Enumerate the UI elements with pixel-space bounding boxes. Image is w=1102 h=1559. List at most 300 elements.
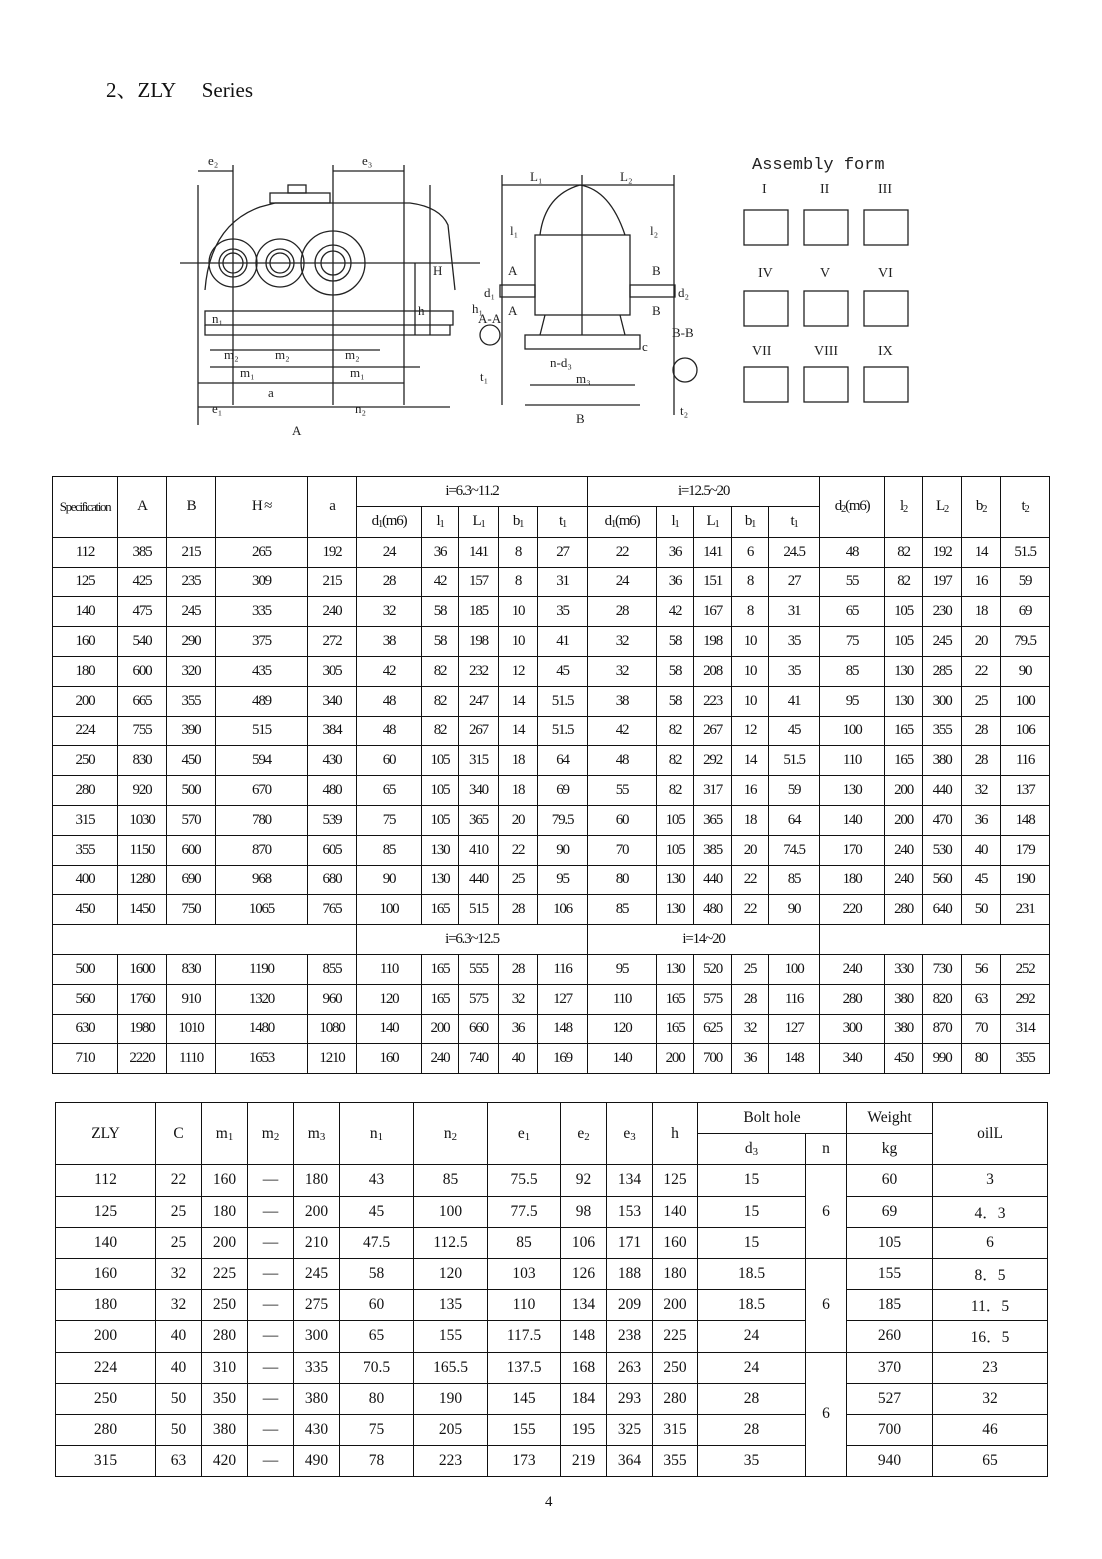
table-cell: 22 <box>962 656 1001 686</box>
table-cell: 25 <box>962 686 1001 716</box>
svg-text:e₃: e₃ <box>362 153 373 168</box>
svg-text:a: a <box>268 385 274 400</box>
table-cell: 594 <box>216 746 308 776</box>
table-row <box>56 1383 1048 1414</box>
table-cell: 25 <box>499 865 538 895</box>
table-cell: 1760 <box>118 984 167 1014</box>
table-cell: 250 <box>202 1290 248 1321</box>
table-cell: 490 <box>294 1446 340 1477</box>
header-oil: oilL <box>933 1103 1048 1165</box>
table-cell: 127 <box>769 1014 820 1044</box>
table-cell: 165.5 <box>414 1352 488 1383</box>
table-cell: 230 <box>923 597 962 627</box>
table-cell: 140 <box>820 805 885 835</box>
table-cell: 127 <box>538 984 588 1014</box>
table-cell: 555 <box>459 954 499 984</box>
table-cell: 80 <box>962 1044 1001 1074</box>
table-cell: — <box>248 1383 294 1414</box>
table-cell: 215 <box>167 537 216 567</box>
header-specification: Specification <box>53 477 118 538</box>
table-cell: 267 <box>694 716 732 746</box>
table-cell: 38 <box>588 686 657 716</box>
svg-text:B-B: B-B <box>672 325 694 340</box>
svg-text:h: h <box>418 303 425 318</box>
table-cell: 134 <box>607 1165 653 1196</box>
bolt-count-cell: 6 <box>806 1258 847 1352</box>
table-cell: 430 <box>308 746 357 776</box>
table-cell: 245 <box>167 597 216 627</box>
table-cell: 1600 <box>118 954 167 984</box>
table-cell: 480 <box>308 776 357 806</box>
table-cell: 28 <box>499 954 538 984</box>
table-cell: 35 <box>769 627 820 657</box>
table-cell: 355 <box>653 1446 698 1477</box>
svg-text:n₂: n₂ <box>355 401 367 416</box>
table-cell: — <box>248 1352 294 1383</box>
header-l1-b: $l_1$ <box>657 506 694 537</box>
table-cell: 40 <box>156 1352 202 1383</box>
table-cell: 32 <box>499 984 538 1014</box>
table-cell: 820 <box>923 984 962 1014</box>
table-cell: 105 <box>847 1227 933 1258</box>
table-cell: 51.5 <box>538 716 588 746</box>
table-cell: 220 <box>820 895 885 925</box>
table-cell: 200 <box>53 686 118 716</box>
table-cell: 165 <box>885 716 923 746</box>
table-cell: 69 <box>1001 597 1050 627</box>
table-cell: 65 <box>820 597 885 627</box>
table-cell: 60 <box>340 1290 414 1321</box>
table-cell: 58 <box>657 656 694 686</box>
table-cell: 15 <box>698 1196 806 1227</box>
table-cell: 920 <box>118 776 167 806</box>
mid-ratio-header-row <box>53 925 1050 955</box>
table-cell: 340 <box>820 1044 885 1074</box>
table-cell: 82 <box>422 686 459 716</box>
table-cell: 280 <box>653 1383 698 1414</box>
header-l1: $l_1$ <box>422 506 459 537</box>
table-cell: 700 <box>847 1414 933 1445</box>
table-cell: 90 <box>1001 656 1050 686</box>
table-cell: 223 <box>414 1446 488 1477</box>
table-cell: 64 <box>538 746 588 776</box>
table-cell: 36 <box>422 537 459 567</box>
table-cell: 200 <box>885 805 923 835</box>
table-row <box>53 537 1050 567</box>
table-cell: 110 <box>588 984 657 1014</box>
table-cell: 50 <box>962 895 1001 925</box>
table-cell: 32 <box>588 627 657 657</box>
table-row <box>56 1196 1048 1227</box>
table-cell: 205 <box>414 1414 488 1445</box>
table-cell: 200 <box>885 776 923 806</box>
table-cell: 539 <box>308 805 357 835</box>
table-row <box>53 656 1050 686</box>
table-cell: 315 <box>56 1446 156 1477</box>
table-cell: 148 <box>561 1321 607 1352</box>
table-cell: 134 <box>561 1290 607 1321</box>
table-cell: 112 <box>53 537 118 567</box>
table-cell: 16 <box>732 776 769 806</box>
table-cell: 200 <box>202 1227 248 1258</box>
table-cell: 106 <box>538 895 588 925</box>
table-cell: 489 <box>216 686 308 716</box>
table-cell: 750 <box>167 895 216 925</box>
table-cell: 240 <box>885 835 923 865</box>
table-cell: 41 <box>538 627 588 657</box>
table-cell: 1320 <box>216 984 308 1014</box>
table1-rows-large <box>53 954 1050 1073</box>
svg-text:n-d₃: n-d₃ <box>550 355 572 370</box>
table-cell: 140 <box>588 1044 657 1074</box>
table-row <box>53 984 1050 1014</box>
table-cell: 36 <box>657 537 694 567</box>
table-cell: 855 <box>308 954 357 984</box>
table-cell: 275 <box>294 1290 340 1321</box>
table-cell: 355 <box>167 686 216 716</box>
table-cell: 75.5 <box>488 1165 561 1196</box>
table-row <box>53 597 1050 627</box>
table-cell: 355 <box>1001 1044 1050 1074</box>
table-cell: 40 <box>962 835 1001 865</box>
table-cell: 14 <box>732 746 769 776</box>
table-cell: 4．3 <box>933 1196 1048 1227</box>
table-cell: 148 <box>769 1044 820 1074</box>
table-cell: 82 <box>422 656 459 686</box>
table-cell: 180 <box>653 1258 698 1289</box>
table-cell: 530 <box>923 835 962 865</box>
table-row <box>53 895 1050 925</box>
bolt-count-cell: 6 <box>806 1352 847 1477</box>
table-cell: 245 <box>294 1258 340 1289</box>
table-cell: 1110 <box>167 1044 216 1074</box>
header-H: H ≈ <box>216 477 308 538</box>
svg-text:m₂: m₂ <box>275 347 290 362</box>
table-cell: 140 <box>357 1014 422 1044</box>
table-cell: 167 <box>694 597 732 627</box>
header-B: B <box>167 477 216 538</box>
table-cell: 1450 <box>118 895 167 925</box>
table-cell: 12 <box>732 716 769 746</box>
table-cell: 43 <box>340 1165 414 1196</box>
table-cell: 63 <box>962 984 1001 1014</box>
table-cell: 660 <box>459 1014 499 1044</box>
table-cell: 160 <box>653 1227 698 1258</box>
table-cell: 280 <box>820 984 885 1014</box>
table-cell: 560 <box>53 984 118 1014</box>
table-cell: 16 <box>962 567 1001 597</box>
table-cell: 38 <box>357 627 422 657</box>
table-cell: 40 <box>499 1044 538 1074</box>
header-c: C <box>156 1103 202 1165</box>
table-cell: 28 <box>962 716 1001 746</box>
svg-text:A: A <box>292 423 302 435</box>
table-cell: 22 <box>588 537 657 567</box>
table-cell: 600 <box>167 835 216 865</box>
table-row <box>53 1014 1050 1044</box>
header-b1: $b_1$ <box>499 506 538 537</box>
table-cell: 231 <box>1001 895 1050 925</box>
table-cell: 223 <box>694 686 732 716</box>
table-cell: 40 <box>156 1321 202 1352</box>
table-cell: 59 <box>769 776 820 806</box>
table-cell: 160 <box>202 1165 248 1196</box>
table-cell: 137.5 <box>488 1352 561 1383</box>
table-cell: 165 <box>422 984 459 1014</box>
table-cell: 184 <box>561 1383 607 1414</box>
table-cell: 82 <box>657 716 694 746</box>
table-cell: 126 <box>561 1258 607 1289</box>
table-cell: 8 <box>499 567 538 597</box>
table-cell: 390 <box>167 716 216 746</box>
table-cell: 79.5 <box>538 805 588 835</box>
table-cell: 48 <box>357 716 422 746</box>
table-cell: 435 <box>216 656 308 686</box>
table-cell: 197 <box>923 567 962 597</box>
table-cell: 320 <box>167 656 216 686</box>
svg-text:n₁: n₁ <box>212 311 224 326</box>
table-cell: 755 <box>118 716 167 746</box>
table-cell: 8 <box>732 597 769 627</box>
table-cell: 380 <box>885 1014 923 1044</box>
table-cell: 968 <box>216 865 308 895</box>
table-cell: 185 <box>459 597 499 627</box>
table-cell: 285 <box>923 656 962 686</box>
dimension-table-main <box>52 476 1050 1074</box>
table-cell: 605 <box>308 835 357 865</box>
table-cell: 42 <box>357 656 422 686</box>
header-d2: $d_2(m6)$ <box>820 477 885 538</box>
table-row <box>53 865 1050 895</box>
table-cell: 140 <box>53 597 118 627</box>
table-cell: 75 <box>820 627 885 657</box>
table-cell: 24 <box>357 537 422 567</box>
table-cell: 232 <box>459 656 499 686</box>
mid-header-blank <box>53 925 357 955</box>
table-cell: 247 <box>459 686 499 716</box>
table-cell: 300 <box>820 1014 885 1044</box>
table-cell: 28 <box>357 567 422 597</box>
table-cell: 315 <box>53 805 118 835</box>
table-cell: 910 <box>167 984 216 1014</box>
header-weight: Weight <box>847 1103 933 1134</box>
table-cell: 35 <box>698 1446 806 1477</box>
table-cell: 51.5 <box>1001 537 1050 567</box>
svg-text:VI: VI <box>878 266 893 281</box>
table-cell: 180 <box>56 1290 156 1321</box>
header-e2: $e_2$ <box>561 1103 607 1165</box>
table-cell: 58 <box>340 1258 414 1289</box>
table-cell: 18 <box>732 805 769 835</box>
table-cell: 82 <box>657 746 694 776</box>
table-cell: 780 <box>216 805 308 835</box>
svg-text:l₂: l₂ <box>650 223 659 238</box>
table-cell: 51.5 <box>538 686 588 716</box>
bolt-count-cell: 6 <box>806 1165 847 1259</box>
table-cell: 18 <box>499 746 538 776</box>
table-cell: 55 <box>820 567 885 597</box>
table-cell: 200 <box>294 1196 340 1227</box>
header-ratio-group-1: i=6.3~11.2 <box>357 477 588 507</box>
table-cell: 70 <box>962 1014 1001 1044</box>
header-m3: $m_3$ <box>294 1103 340 1165</box>
assembly-forms <box>744 156 908 402</box>
table-cell: 32 <box>156 1290 202 1321</box>
table-cell: 79.5 <box>1001 627 1050 657</box>
table-cell: 45 <box>962 865 1001 895</box>
table-cell: 120 <box>588 1014 657 1044</box>
table-cell: 24.5 <box>769 537 820 567</box>
table-cell: 36 <box>499 1014 538 1044</box>
table-cell: 224 <box>53 716 118 746</box>
table-cell: 540 <box>118 627 167 657</box>
table-cell: 1065 <box>216 895 308 925</box>
table-cell: 190 <box>1001 865 1050 895</box>
table-cell: 1010 <box>167 1014 216 1044</box>
table-cell: 245 <box>923 627 962 657</box>
table-cell: 32 <box>933 1383 1048 1414</box>
table-cell: 100 <box>1001 686 1050 716</box>
table-cell: — <box>248 1321 294 1352</box>
dimension-table-secondary <box>55 1102 1048 1477</box>
table-cell: 10 <box>732 656 769 686</box>
table-cell: — <box>248 1196 294 1227</box>
table-row <box>56 1414 1048 1445</box>
svg-text:B: B <box>576 411 585 426</box>
table2-rows <box>56 1165 1048 1477</box>
table-cell: 314 <box>1001 1014 1050 1044</box>
table-cell: 315 <box>653 1414 698 1445</box>
table-cell: 238 <box>607 1321 653 1352</box>
table-cell: 15 <box>698 1165 806 1196</box>
table-cell: 224 <box>56 1352 156 1383</box>
table-cell: 42 <box>657 597 694 627</box>
table-cell: 200 <box>653 1290 698 1321</box>
table-cell: 23 <box>933 1352 1048 1383</box>
table-row <box>53 805 1050 835</box>
header-n1: $n_1$ <box>340 1103 414 1165</box>
table-cell: 250 <box>653 1352 698 1383</box>
table-cell: 380 <box>294 1383 340 1414</box>
table-cell: 169 <box>538 1044 588 1074</box>
table-cell: 630 <box>53 1014 118 1044</box>
table-cell: 41 <box>769 686 820 716</box>
svg-text:VIII: VIII <box>814 344 839 359</box>
header-kg: kg <box>847 1134 933 1165</box>
table-cell: 500 <box>53 954 118 984</box>
table-cell: 180 <box>202 1196 248 1227</box>
table-cell: 380 <box>202 1414 248 1445</box>
table-cell: 6 <box>933 1227 1048 1258</box>
table-cell: 50 <box>156 1383 202 1414</box>
table-cell: 350 <box>202 1383 248 1414</box>
table-cell: 240 <box>820 954 885 984</box>
table-cell: 16．5 <box>933 1321 1048 1352</box>
table-cell: 125 <box>56 1196 156 1227</box>
table-cell: 100 <box>769 954 820 984</box>
svg-text:L₁: L₁ <box>530 169 543 184</box>
table-cell: 280 <box>885 895 923 925</box>
table-cell: 80 <box>340 1383 414 1414</box>
table-cell: 8 <box>732 567 769 597</box>
table-cell: 870 <box>216 835 308 865</box>
table-cell: 195 <box>561 1414 607 1445</box>
table-cell: 28 <box>588 597 657 627</box>
table-row <box>53 716 1050 746</box>
svg-text:e₁: e₁ <box>212 401 223 416</box>
table-cell: 32 <box>156 1258 202 1289</box>
table-cell: 219 <box>561 1446 607 1477</box>
table-cell: 1980 <box>118 1014 167 1044</box>
header-d1: $d_1(m6)$ <box>357 506 422 537</box>
table-cell: 24 <box>588 567 657 597</box>
table-cell: 110 <box>357 954 422 984</box>
table-cell: 198 <box>459 627 499 657</box>
table-cell: 85 <box>588 895 657 925</box>
table-cell: 165 <box>657 1014 694 1044</box>
table-cell: 364 <box>607 1446 653 1477</box>
table-cell: 130 <box>885 656 923 686</box>
table-row <box>53 627 1050 657</box>
table-cell: 380 <box>923 746 962 776</box>
table-cell: 355 <box>53 835 118 865</box>
table-cell: 171 <box>607 1227 653 1258</box>
table-cell: 77.5 <box>488 1196 561 1227</box>
table-cell: 116 <box>538 954 588 984</box>
table-cell: 141 <box>694 537 732 567</box>
table-cell: 179 <box>1001 835 1050 865</box>
table-cell: 105 <box>422 805 459 835</box>
table-cell: 60 <box>588 805 657 835</box>
header-bolt-hole: Bolt hole <box>698 1103 847 1134</box>
table-cell: 28 <box>732 984 769 1014</box>
table-cell: 450 <box>53 895 118 925</box>
svg-text:A: A <box>508 303 518 318</box>
table-cell: 600 <box>118 656 167 686</box>
svg-text:l₁: l₁ <box>510 223 519 238</box>
table-cell: 28 <box>698 1414 806 1445</box>
table-cell: 225 <box>653 1321 698 1352</box>
table-cell: 137 <box>1001 776 1050 806</box>
table-cell: 18.5 <box>698 1258 806 1289</box>
table-cell: 165 <box>885 746 923 776</box>
table-cell: 106 <box>561 1227 607 1258</box>
table-cell: 46 <box>933 1414 1048 1445</box>
table-cell: 82 <box>657 776 694 806</box>
header-A: A <box>118 477 167 538</box>
table-cell: 82 <box>885 537 923 567</box>
table-cell: 200 <box>422 1014 459 1044</box>
table-cell: 315 <box>459 746 499 776</box>
table-cell: 22 <box>156 1165 202 1196</box>
svg-text:d₂: d₂ <box>678 285 690 300</box>
table-cell: 8．5 <box>933 1258 1048 1289</box>
table-cell: 625 <box>694 1014 732 1044</box>
svg-text:t₂: t₂ <box>680 403 689 418</box>
table-cell: 1080 <box>308 1014 357 1044</box>
table-cell: 425 <box>118 567 167 597</box>
table-cell: 140 <box>56 1227 156 1258</box>
table-cell: 168 <box>561 1352 607 1383</box>
table-cell: 670 <box>216 776 308 806</box>
table-cell: 380 <box>885 984 923 1014</box>
table-cell: 48 <box>588 746 657 776</box>
table-cell: 90 <box>357 865 422 895</box>
table-cell: 155 <box>847 1258 933 1289</box>
table-cell: 160 <box>357 1044 422 1074</box>
header-t2: $t_2$ <box>1001 477 1050 538</box>
table-cell: 32 <box>962 776 1001 806</box>
